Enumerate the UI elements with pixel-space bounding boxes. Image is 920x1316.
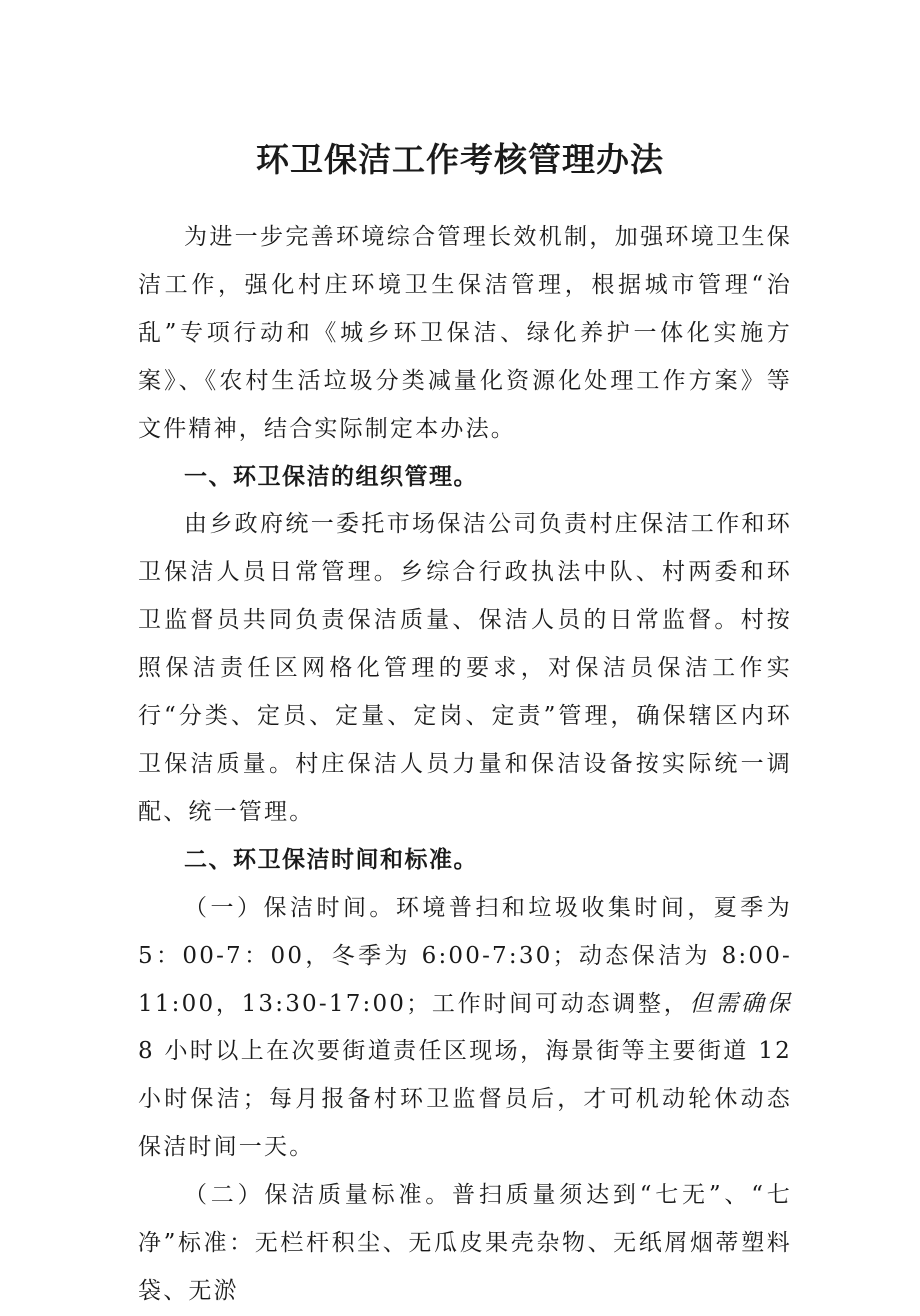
intro-paragraph: 为进一步完善环境综合管理长效机制，加强环境卫生保洁工作，强化村庄环境卫生保洁管理，根据城市管理“治乱”专项行动和《城乡环卫保洁、绿化养护一体化实施方案》、《农村生活垃圾分类减量化资源化处理工作方案》等文件精神，结合实际制定本办法。 — [138, 224, 792, 442]
item-1-italic-text: 但需确保 — [689, 990, 792, 1017]
document-title: 环卫保洁工作考核管理办法 — [256, 140, 664, 179]
section-2-heading: 二、环卫保洁时间和标准。 — [184, 846, 478, 873]
section-2-item-1 — [138, 885, 792, 1172]
section-1-heading: 一、环卫保洁的组织管理。 — [184, 463, 478, 490]
item-1-text-after: 8 小时以上在次要街道责任区现场，海景街等主要街道 12 小时保洁；每月报备村环卫监督员后，才可机动轮休动态保洁时间一天。 — [138, 1038, 792, 1161]
section-1-paragraph: 由乡政府统一委托市场保洁公司负责村庄保洁工作和环卫保洁人员日常管理。乡综合行政执法中队、村两委和环卫监督员共同负责保洁质量、保洁人员的日常监督。村按照保洁责任区网格化管理的要求，对保洁员保洁工作实行“分类、定员、定量、定岗、定责”管理，确保辖区内环卫保洁质量。村庄保洁人员力量和保洁设备按实际统一调配、统一管理。 — [138, 511, 792, 825]
document-body — [138, 214, 792, 1316]
section-2-item-2: （二）保洁质量标准。普扫质量须达到“七无”、“七净”标准：无栏杆积尘、无瓜皮果壳杂物、无纸屑烟蒂塑料袋、无淤 — [138, 1182, 792, 1304]
item-1-text-before: （一）保洁时间。环境普扫和垃圾收集时间，夏季为 5：00-7：00，冬季为 6:00-7:30；动态保洁为 8:00-11:00，13:30-17:00；工作时间可动态调整， — [138, 894, 792, 1017]
